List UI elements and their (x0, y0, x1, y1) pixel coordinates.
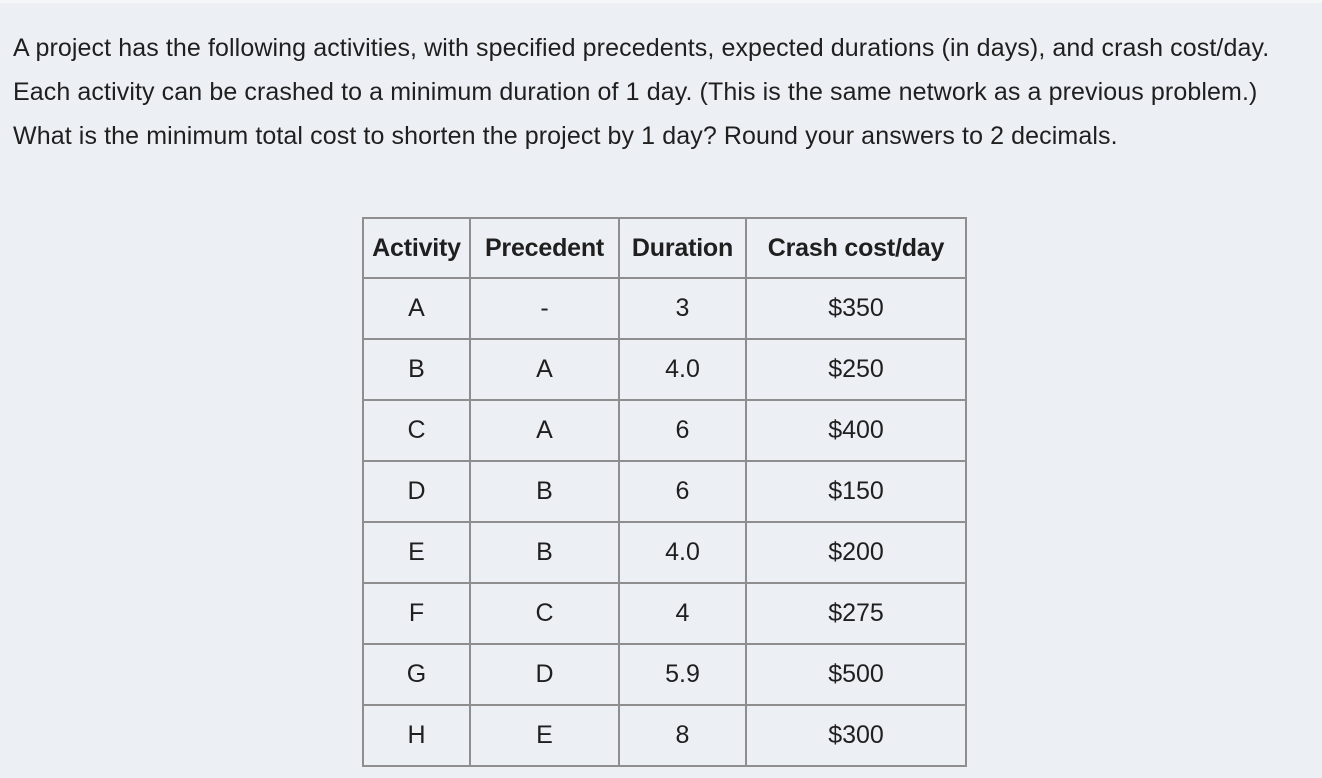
cell-activity: F (363, 583, 470, 644)
cell-duration: 4.0 (619, 522, 746, 583)
cell-crash-cost: $200 (746, 522, 966, 583)
cell-crash-cost: $350 (746, 278, 966, 339)
cell-activity: G (363, 644, 470, 705)
cell-duration: 5.9 (619, 644, 746, 705)
activity-table-container (362, 217, 967, 767)
table-row (363, 644, 966, 705)
cell-crash-cost: $300 (746, 705, 966, 766)
cell-duration: 4.0 (619, 339, 746, 400)
activity-table (362, 217, 967, 767)
header-crash-cost: Crash cost/day (746, 218, 966, 278)
cell-precedent: B (470, 522, 619, 583)
question-text: A project has the following activities, with specified precedents, expected durations (in days), and crash cost/day. Each activity can be crashed to a minimum duration of 1 day. (This is the same network as a previous problem.) What is the minimum total cost to shorten the project by 1 day? Round your answers to 2 decimals. (13, 34, 1270, 150)
table-row (363, 339, 966, 400)
cell-precedent: - (470, 278, 619, 339)
cell-duration: 8 (619, 705, 746, 766)
cell-precedent: E (470, 705, 619, 766)
table-row (363, 583, 966, 644)
table-header-row (363, 218, 966, 278)
table-row (363, 461, 966, 522)
cell-precedent: C (470, 583, 619, 644)
table-row (363, 705, 966, 766)
cell-precedent: A (470, 339, 619, 400)
cell-duration: 6 (619, 400, 746, 461)
table-row (363, 278, 966, 339)
table-row (363, 522, 966, 583)
cell-crash-cost: $150 (746, 461, 966, 522)
cell-precedent: A (470, 400, 619, 461)
header-duration: Duration (619, 218, 746, 278)
cell-activity: A (363, 278, 470, 339)
cell-activity: D (363, 461, 470, 522)
cell-duration: 4 (619, 583, 746, 644)
top-divider (0, 0, 1322, 3)
header-activity: Activity (363, 218, 470, 278)
cell-crash-cost: $400 (746, 400, 966, 461)
cell-activity: B (363, 339, 470, 400)
cell-crash-cost: $250 (746, 339, 966, 400)
cell-activity: E (363, 522, 470, 583)
cell-crash-cost: $275 (746, 583, 966, 644)
cell-activity: C (363, 400, 470, 461)
cell-crash-cost: $500 (746, 644, 966, 705)
cell-precedent: B (470, 461, 619, 522)
cell-duration: 3 (619, 278, 746, 339)
header-precedent: Precedent (470, 218, 619, 278)
cell-activity: H (363, 705, 470, 766)
cell-duration: 6 (619, 461, 746, 522)
table-row (363, 400, 966, 461)
cell-precedent: D (470, 644, 619, 705)
